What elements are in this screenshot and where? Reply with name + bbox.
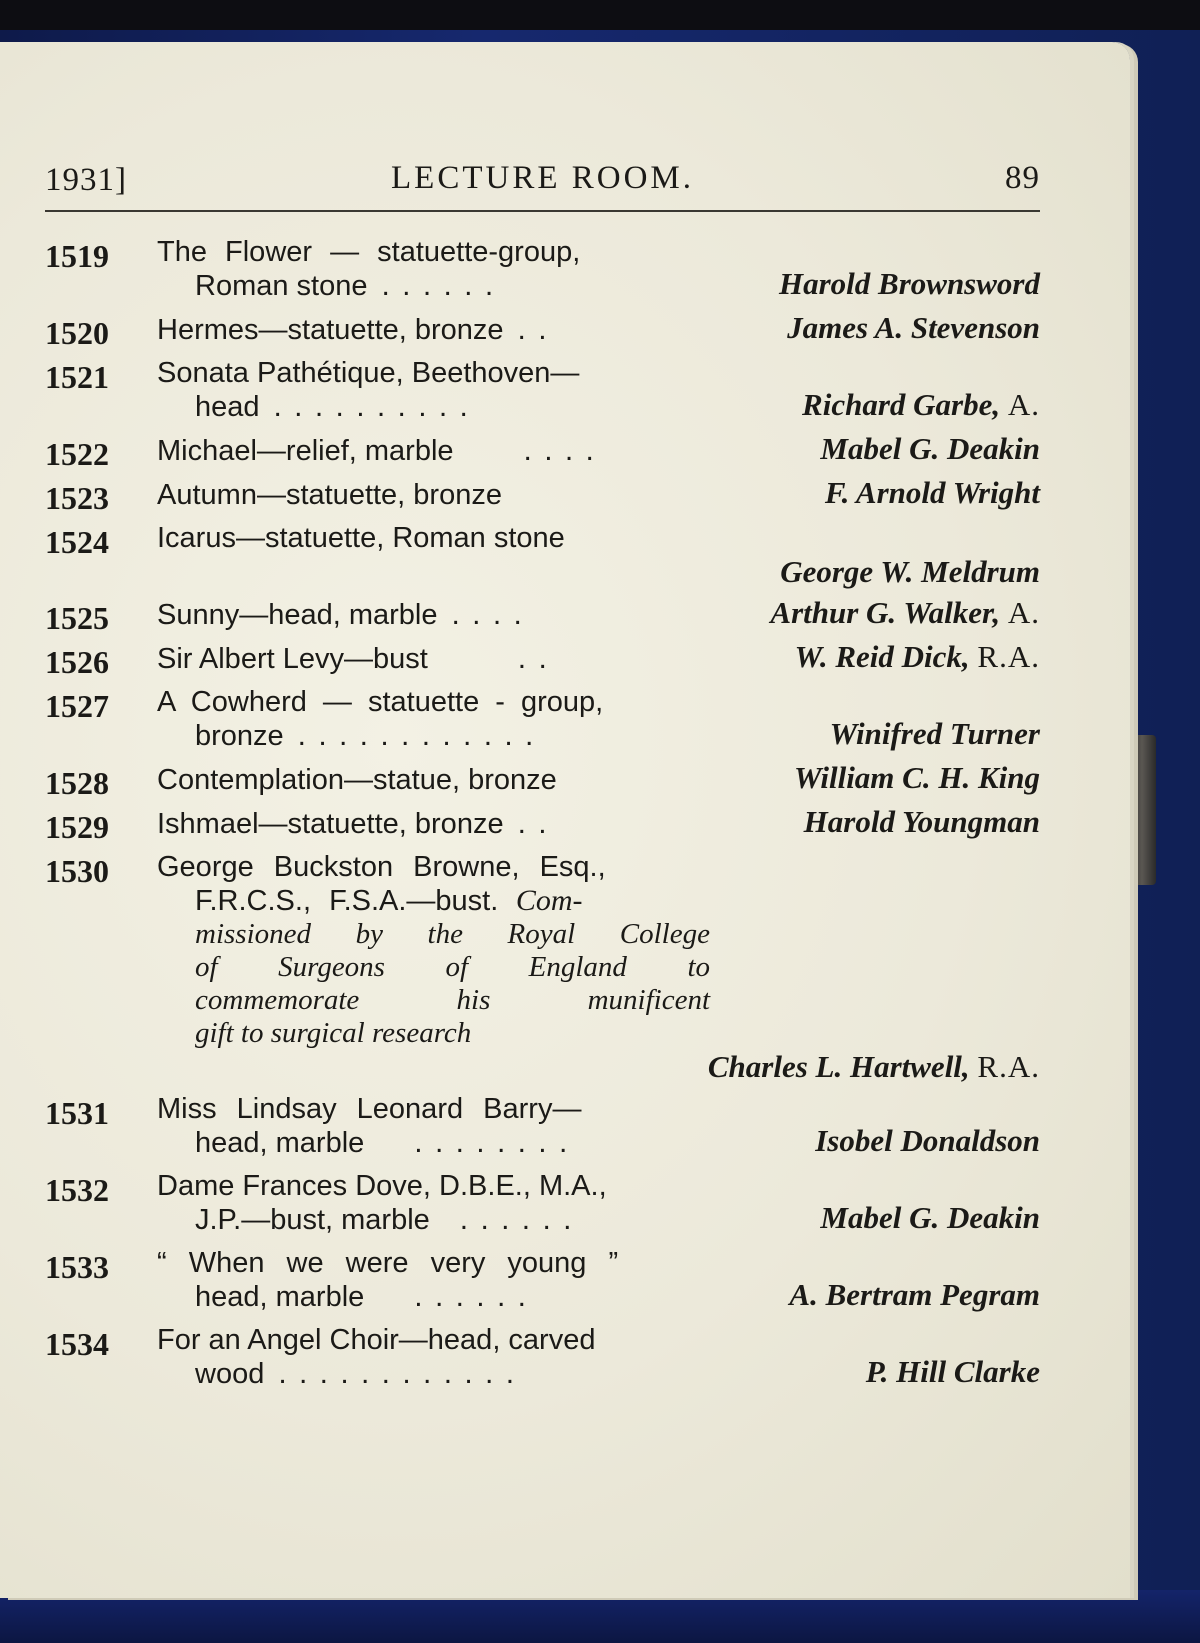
entry-number: 1526 <box>45 644 109 680</box>
header-year: 1931] <box>45 162 127 198</box>
entry-title: George Buckston Browne, Esq., <box>157 851 606 883</box>
entry-artist: Isobel Donaldson <box>815 1123 1040 1158</box>
entry-title: Icarus—statuette, Roman stone <box>157 522 565 554</box>
entry-title-cont: head, marble <box>195 1281 365 1313</box>
entry-artist: William C. H. King <box>793 760 1040 795</box>
entry-number: 1523 <box>45 480 109 516</box>
catalogue-entry <box>45 1247 1040 1314</box>
leader-dots: . . <box>517 807 549 840</box>
catalogue-entry <box>45 1170 1040 1237</box>
header-title: LECTURE ROOM. <box>391 160 694 196</box>
entry-number: 1525 <box>45 600 109 636</box>
page-header <box>45 154 1040 204</box>
catalogue-entry <box>45 804 1040 845</box>
catalogue-entry <box>45 595 1040 636</box>
entry-note-start: Com- <box>515 884 583 917</box>
entry-artist: Winifred Turner <box>829 716 1040 751</box>
entry-number: 1534 <box>45 1326 109 1362</box>
catalogue-list <box>45 236 1040 1401</box>
leader-dots: . . . . . . <box>381 269 496 302</box>
entry-artist: Harold Youngman <box>803 804 1040 839</box>
entry-title: Sir Albert Levy—bust <box>157 643 428 675</box>
entry-title: A Cowherd — statuette - group, <box>157 686 604 718</box>
entry-number: 1527 <box>45 688 109 724</box>
entry-title-cont: head <box>195 391 260 423</box>
catalogue-entry <box>45 851 1040 1083</box>
leader-dots: . . . . . . <box>414 1280 528 1313</box>
entry-title: Contemplation—statue, bronze <box>157 764 557 796</box>
entry-artist: Arthur G. Walker, A. <box>770 595 1040 630</box>
catalogue-entry <box>45 310 1040 351</box>
entry-title: Sonata Pathétique, Beethoven— <box>157 357 580 389</box>
entry-artist: P. Hill Clarke <box>865 1354 1040 1389</box>
entry-title: “ When we were very young ” <box>157 1247 619 1279</box>
entry-title-cont: F.R.C.S., F.S.A.—bust. <box>195 885 499 917</box>
catalogue-entry <box>45 1093 1040 1160</box>
catalogue-entry <box>45 357 1040 424</box>
entry-artist: F. Arnold Wright <box>824 475 1040 510</box>
entry-title-cont: Roman stone <box>195 270 368 302</box>
catalogue-entry <box>45 760 1040 801</box>
entry-artist: Mabel G. Deakin <box>820 431 1040 466</box>
catalogue-entry <box>45 236 1040 303</box>
entry-title-cont: J.P.—bust, marble <box>195 1204 430 1236</box>
entry-number: 1521 <box>45 359 109 395</box>
leader-dots: . . . . <box>523 434 596 467</box>
entry-title: For an Angel Choir—head, carved <box>157 1324 596 1356</box>
entry-artist: Mabel G. Deakin <box>820 1200 1040 1235</box>
catalogue-entry <box>45 686 1040 753</box>
entry-number: 1533 <box>45 1249 109 1285</box>
leader-dots: . . . . <box>451 598 524 631</box>
entry-number: 1532 <box>45 1172 109 1208</box>
leader-dots: . . . . . . . . . . <box>273 390 470 423</box>
leader-dots: . . . . . . . . . . . . <box>297 719 536 752</box>
entry-number: 1528 <box>45 765 109 801</box>
entry-artist: Harold Brownsword <box>778 266 1040 301</box>
entry-number: 1519 <box>45 238 109 274</box>
leader-dots: . . . . . . . . <box>414 1126 570 1159</box>
leader-dots: . . <box>517 642 549 675</box>
entry-title: The Flower — statuette-group, <box>157 236 581 268</box>
catalogue-entry <box>45 431 1040 472</box>
leader-dots: . . . . . . <box>459 1203 574 1236</box>
entry-artist: George W. Meldrum <box>780 554 1040 589</box>
entry-note-line: missioned by the Royal College <box>195 918 710 950</box>
entry-note-line: commemorate his munificent <box>195 984 710 1016</box>
entry-title: Hermes—statuette, bronze <box>157 314 504 346</box>
entry-note-line: of Surgeons of England to <box>195 951 710 983</box>
entry-number: 1530 <box>45 853 109 889</box>
leader-dots: . . . . . . . . . . . . <box>278 1357 517 1390</box>
entry-number: 1522 <box>45 436 109 472</box>
catalogue-entry <box>45 475 1040 516</box>
entry-title: Sunny—head, marble <box>157 599 438 631</box>
catalogue-entry <box>45 522 1040 588</box>
page-number: 89 <box>1005 160 1040 196</box>
entry-title: Michael—relief, marble <box>157 435 454 467</box>
entry-note-line: gift to surgical research <box>195 1017 472 1049</box>
entry-artist: James A. Stevenson <box>787 310 1040 345</box>
entry-title: Autumn—statuette, bronze <box>157 479 502 511</box>
entry-title-cont: head, marble <box>195 1127 365 1159</box>
binding-clip <box>1128 735 1156 885</box>
entry-number: 1524 <box>45 524 109 560</box>
entry-number: 1520 <box>45 315 109 351</box>
header-rule <box>45 210 1040 212</box>
leader-dots: . . <box>517 313 549 346</box>
entry-number: 1529 <box>45 809 109 845</box>
catalogue-entry <box>45 639 1040 680</box>
entry-artist: A. Bertram Pegram <box>789 1277 1040 1312</box>
entry-artist: W. Reid Dick, R.A. <box>794 639 1040 674</box>
entry-title-cont: bronze <box>195 720 284 752</box>
entry-artist: Charles L. Hartwell, R.A. <box>707 1049 1040 1084</box>
entry-title: Ishmael—statuette, bronze <box>157 808 504 840</box>
catalogue-entry <box>45 1324 1040 1391</box>
entry-title-cont: wood <box>195 1358 265 1390</box>
entry-artist: Richard Garbe, A. <box>802 387 1040 422</box>
entry-title: Dame Frances Dove, D.B.E., M.A., <box>157 1170 607 1202</box>
entry-title: Miss Lindsay Leonard Barry— <box>157 1093 582 1125</box>
entry-number: 1531 <box>45 1095 109 1131</box>
